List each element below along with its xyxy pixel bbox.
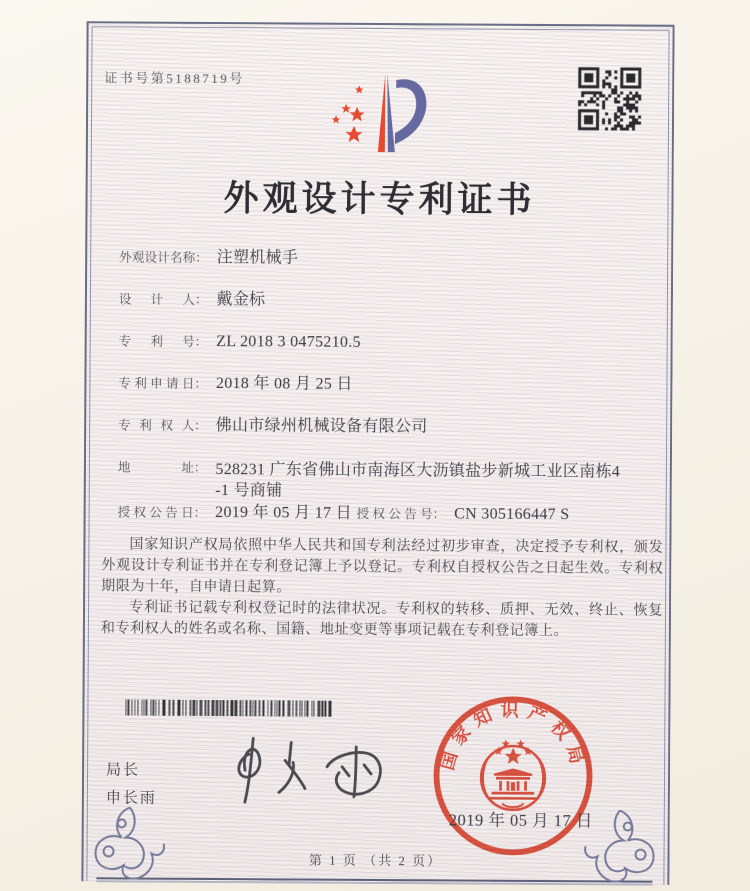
fields-block bbox=[117, 248, 651, 548]
certificate-title: 外观设计专利证书 bbox=[223, 179, 536, 220]
field-colon: ： bbox=[193, 460, 207, 475]
field-patent-number bbox=[119, 332, 651, 353]
director-name: 申长雨 bbox=[105, 790, 157, 807]
field-value: 注塑机械手 bbox=[216, 249, 299, 267]
field-colon: ： bbox=[194, 376, 207, 391]
field-colon: ： bbox=[193, 505, 207, 520]
field-colon: ： bbox=[195, 250, 208, 265]
field-label: 外观设计名称 bbox=[119, 250, 196, 265]
field-grant-number bbox=[357, 505, 570, 524]
field-colon: ： bbox=[194, 418, 207, 433]
seal-agency-text: 国家知识产权局 bbox=[437, 700, 590, 773]
field-application-date bbox=[118, 374, 650, 395]
field-address bbox=[118, 458, 650, 503]
field-label: 设计人 bbox=[118, 292, 195, 307]
grant-number-value: CN 305166447 S bbox=[454, 505, 570, 524]
field-label: 授权公告号 bbox=[356, 506, 433, 522]
field-colon: ： bbox=[194, 334, 208, 349]
field-designer bbox=[119, 290, 651, 311]
svg-text:国家知识产权局 bbox=[437, 699, 590, 773]
legal-paragraph-2: 专利证书记载专利权登记时的法律状况。专利权的转移、质押、无效、终止、恢复和专利权人的姓名或名称、国籍、地址变更等事项记载在专利登记簿上。 bbox=[100, 600, 664, 640]
seal-date: 2019 年 05 月 17 日 bbox=[448, 810, 593, 831]
field-value: 528231 广东省佛山市南海区大沥镇盐步新城工业区南栋4 -1 号商铺 bbox=[215, 461, 621, 500]
certificate-number: 证书号第5188719号 bbox=[104, 70, 245, 87]
corner-flourish-left-icon bbox=[85, 803, 165, 879]
legal-text-block bbox=[101, 534, 664, 642]
field-design-name bbox=[119, 248, 651, 269]
field-value: 佛山市绿州机械设备有限公司 bbox=[215, 417, 428, 436]
bottom-border-rule bbox=[96, 877, 652, 882]
field-label: 授权公告日 bbox=[117, 505, 194, 520]
field-value: 2018 年 08 月 25 日 bbox=[215, 375, 353, 393]
field-patentee bbox=[118, 416, 650, 437]
field-value: 戴金标 bbox=[216, 291, 266, 309]
field-grant-row bbox=[118, 503, 650, 524]
cnipa-patent-logo-icon bbox=[322, 60, 435, 155]
field-label: 地址 bbox=[117, 460, 194, 475]
field-colon: ： bbox=[432, 507, 446, 522]
corner-flourish-right-icon bbox=[583, 806, 663, 882]
director-title: 局长 bbox=[106, 762, 141, 779]
grant-date-value: 2019 年 05 月 17 日 bbox=[215, 504, 353, 522]
field-label: 专利号 bbox=[118, 334, 195, 349]
field-value: ZL 2018 3 0475210.5 bbox=[216, 333, 361, 351]
cnipa-red-seal-icon bbox=[428, 690, 599, 861]
field-label: 专利申请日 bbox=[118, 376, 195, 391]
certificate-sheet bbox=[81, 21, 674, 885]
field-label: 专利权人 bbox=[118, 418, 195, 433]
qr-code bbox=[576, 65, 644, 133]
page-number: 第 1 页 （共 2 页） bbox=[308, 852, 443, 869]
shen-changyu-signature-icon bbox=[215, 736, 405, 807]
legal-paragraph-1: 国家知识产权局依照中华人民共和国专利法经过初步审查，决定授予专利权，颁发外观设计专利证书并在专利登记簿上予以登记。专利权自授权公告之日起生效。专利权期限为十年，自申请日起算。 bbox=[101, 537, 664, 596]
barcode bbox=[125, 699, 333, 716]
field-colon: ： bbox=[194, 292, 208, 307]
